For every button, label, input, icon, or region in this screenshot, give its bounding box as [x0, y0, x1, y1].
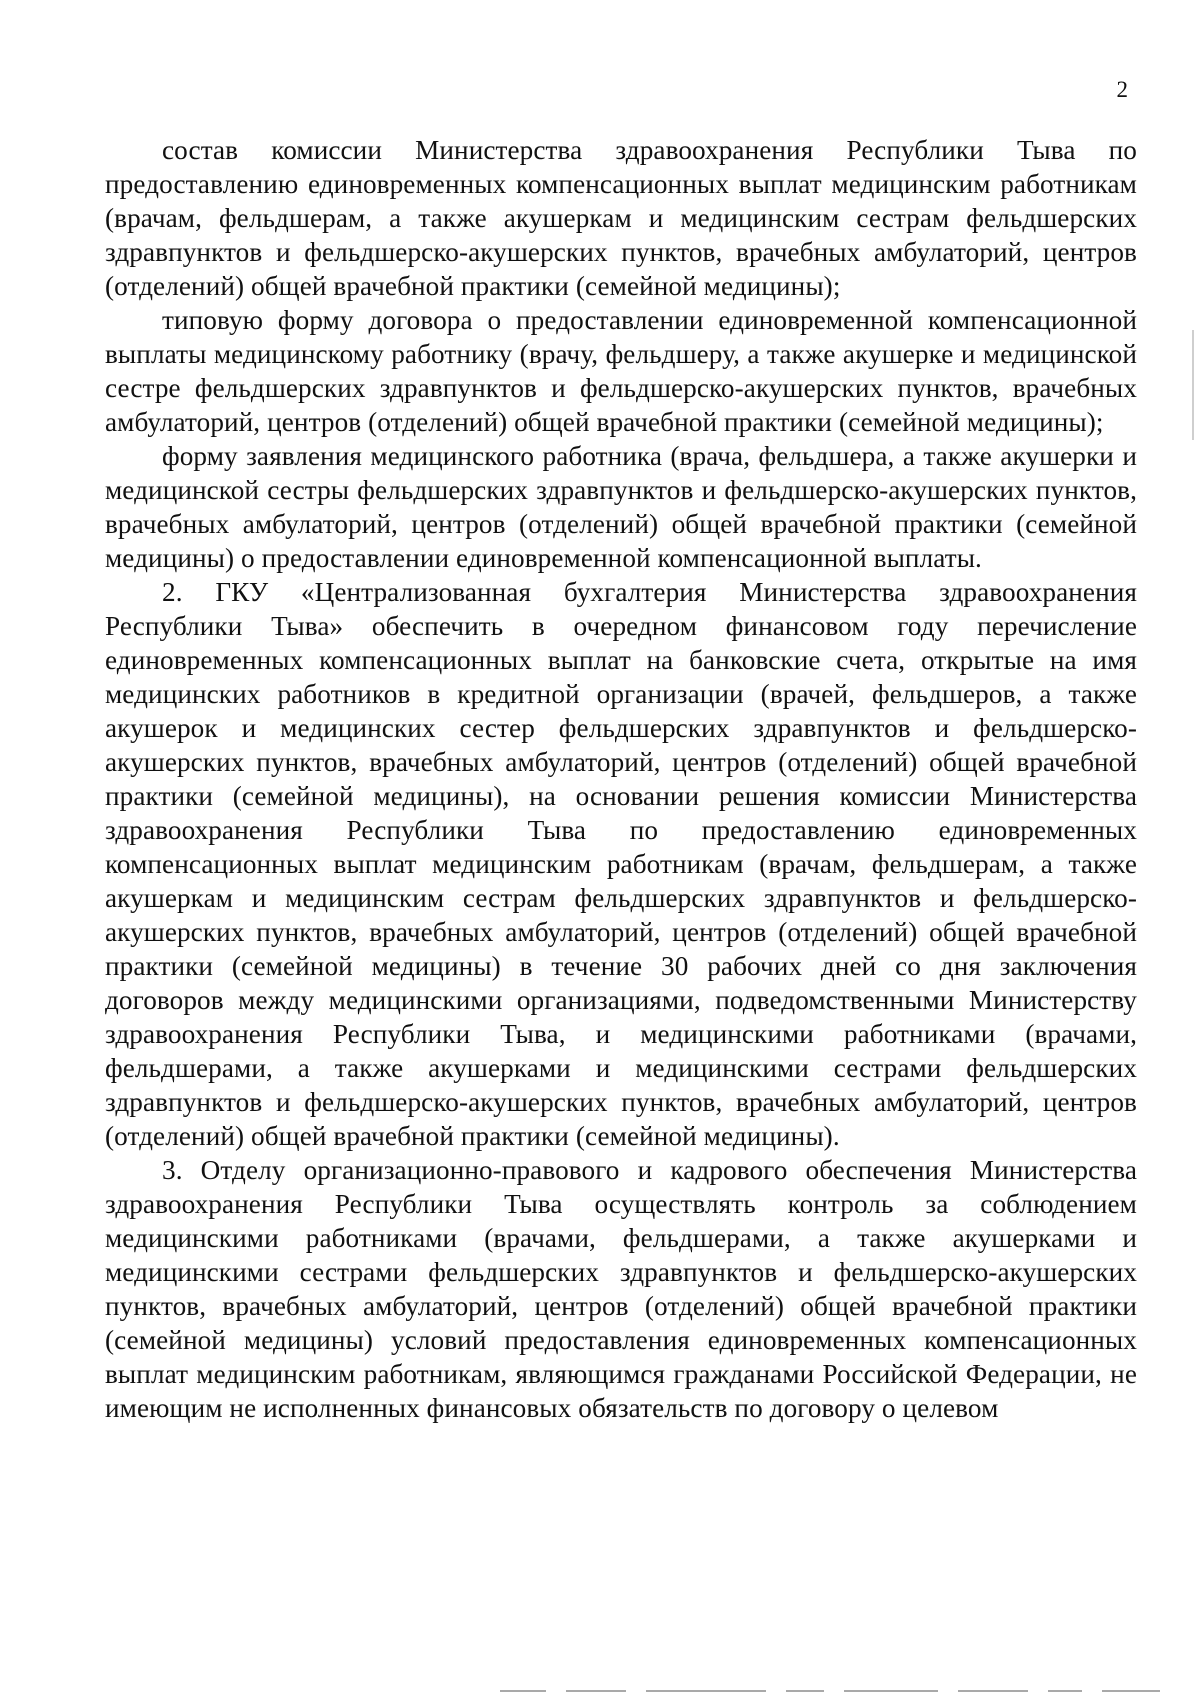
paragraph-item-3: 3. Отделу организационно-правового и кадрового обеспечения Министерства здравоохранения Республики Тыва осуществлять контроль за соблюдением медицинскими работниками (врачами, фельдшерами, а также акушерками и медицинскими сестрами фельдшерских здравпунктов и фельдшерско-акушерских пунктов, врачебных амбулаторий, центров (отделений) общей врачебной практики (семейной медицины) условий предоставления единовременных компенсационных выплат медицинским работникам, являющимся гражданами Российской Федерации, не имеющим не исполненных финансовых обязательств по договору о целевом [105, 1155, 1137, 1423]
scan-mark [646, 1690, 766, 1692]
paragraph-application-form: форму заявления медицинского работника (врача, фельдшера, а также акушерки и медицинской сестры фельдшерских здравпунктов и фельдшерско-акушерских пунктов, врачебных амбулаторий, центров (отделений) общей врачебной практики (семейной медицины) о предоставлении единовременной компенсационной выплаты. [105, 441, 1137, 573]
paragraph-contract-form: типовую форму договора о предоставлении единовременной компенсационной выплаты медицинскому работнику (врачу, фельдшеру, а также акушерке и медицинской сестре фельдшерских здравпунктов и фельдшерско-акушерских пунктов, врачебных амбулаторий, центров (отделений) общей врачебной практики (семейной медицины); [105, 305, 1137, 437]
scan-bottom-marks [500, 1690, 1160, 1694]
paragraph-item-2: 2. ГКУ «Централизованная бухгалтерия Министерства здравоохранения Республики Тыва» обеспечить в очередном финансовом году перечисление единовременных компенсационных выплат на банковские счета, открытые на имя медицинских работников в кредитной организации (врачей, фельдшеров, а также акушерок и медицинских сестер фельдшерских здравпунктов и фельдшерско-акушерских пунктов, врачебных амбулаторий, центров (отделений) общей врачебной практики (семейной медицины), на основании решения комиссии Министерства здравоохранения Республики Тыва по предоставлению единовременных компенсационных выплат медицинским работникам (врачам, фельдшерам, а также акушеркам и медицинским сестрам фельдшерских здравпунктов и фельдшерско-акушерских пунктов, врачебных амбулаторий, центров (отделений) общей врачебной практики (семейной медицины) в течение 30 рабочих дней со дня заключения договоров между медицинскими организациями, подведомственными Министерству здравоохранения Республики Тыва, и медицинскими работниками (врачами, фельдшерами, а также акушерками и медицинскими сестрами фельдшерских здравпунктов и фельдшерско-акушерских пунктов, врачебных амбулаторий, центров (отделений) общей врачебной практики (семейной медицины). [105, 577, 1137, 1151]
scan-mark [1102, 1690, 1160, 1692]
document-body [105, 133, 1137, 1425]
paragraph-commission-composition: состав комиссии Министерства здравоохранения Республики Тыва по предоставлению единовременных компенсационных выплат медицинским работникам (врачам, фельдшерам, а также акушеркам и медицинским сестрам фельдшерских здравпунктов и фельдшерско-акушерских пунктов, врачебных амбулаторий, центров (отделений) общей врачебной практики (семейной медицины); [105, 135, 1137, 301]
scan-mark [566, 1690, 626, 1692]
scan-mark [500, 1690, 546, 1692]
scan-mark [958, 1690, 1028, 1692]
scan-mark [1048, 1690, 1082, 1692]
scan-edge-line [1192, 330, 1194, 440]
page-number: 2 [1116, 77, 1128, 102]
scan-mark [786, 1690, 824, 1692]
scan-mark [844, 1690, 938, 1692]
